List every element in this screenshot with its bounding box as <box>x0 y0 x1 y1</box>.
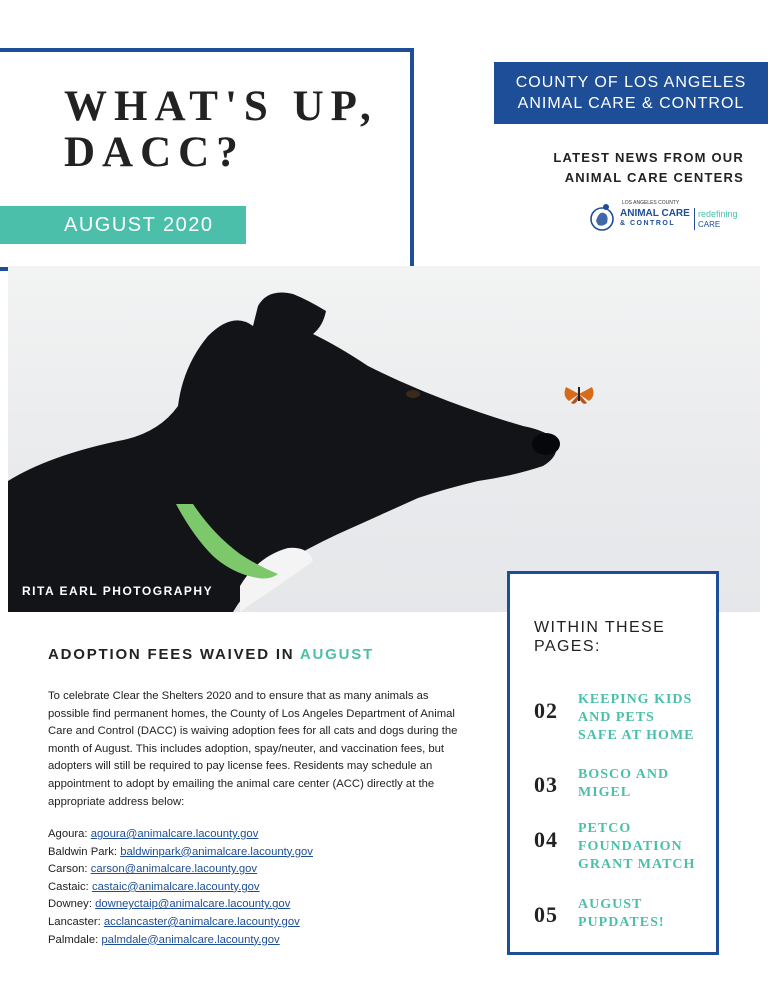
center-name: Downey: <box>48 898 96 911</box>
animal-care-logo-icon <box>589 201 615 233</box>
email-link[interactable]: castaic@animalcare.lacounty.gov <box>91 880 260 893</box>
email-link[interactable]: agoura@animalcare.lacounty.gov <box>90 828 259 840</box>
list-item <box>48 826 313 844</box>
toc-page-number: 05 <box>534 902 558 927</box>
newsletter-title: WHAT'S UP, DACC? <box>64 83 378 176</box>
email-link[interactable]: acclancaster@animalcare.lacounty.gov <box>103 915 300 928</box>
list-item <box>48 844 313 862</box>
toc-page-number: 04 <box>534 827 558 852</box>
article-heading <box>48 646 374 663</box>
logo-subname: & CONTROL <box>620 220 676 227</box>
logo-divider <box>694 208 695 230</box>
logo-tagline-2: CARE <box>698 220 721 229</box>
county-line-1: COUNTY OF LOS ANGELES <box>515 74 747 91</box>
center-name: Palmdale: <box>48 933 102 946</box>
email-link[interactable]: palmdale@animalcare.lacounty.gov <box>101 933 280 946</box>
dog-illustration <box>8 266 760 612</box>
email-link[interactable]: downeyctaip@animalcare.lacounty.gov <box>95 898 291 911</box>
latest-news-tagline <box>553 148 744 188</box>
issue-month-banner: AUGUST 2020 <box>0 206 246 244</box>
list-item <box>48 879 313 897</box>
logo-small-text: LOS ANGELES COUNTY <box>622 200 680 206</box>
center-name: Carson: <box>48 863 91 876</box>
list-item <box>48 861 313 879</box>
toc-page-number: 02 <box>534 698 558 723</box>
toc-item-label: PETCO FOUNDATION GRANT MATCH <box>578 821 696 872</box>
email-list <box>48 826 313 949</box>
article-body: To celebrate Clear the Shelters 2020 and to ensure that as many animals as possible find permanent homes, the County of Los Angeles Department of Animal Care and Control (DACC) is waiving adoption fees for all cats and dogs during the month of August. This includes adoption, spay/neuter, and vaccination fees, but adopters will still be required to pay license fees. Residents may schedule an appointment to adopt by emailing the animal care center (ACC) directly at the appropriate address below: <box>48 690 458 808</box>
logo-tagline-1: redefining <box>698 209 738 219</box>
cover-photo-dog-butterfly <box>8 266 760 612</box>
center-name: Lancaster: <box>48 915 104 928</box>
toc-item-label: KEEPING KIDS AND PETS SAFE AT HOME <box>578 692 695 743</box>
list-item <box>48 914 313 932</box>
county-line-2: ANIMAL CARE & CONTROL <box>517 95 745 112</box>
toc-item-label: BOSCO AND MIGEL <box>578 767 670 800</box>
butterfly-icon <box>565 387 594 404</box>
county-banner <box>494 62 768 124</box>
article-heading-accent: AUGUST <box>299 646 374 663</box>
list-item <box>48 932 313 950</box>
latest-line-2: ANIMAL CARE CENTERS <box>564 170 744 185</box>
logo-name: ANIMAL CARE <box>620 208 690 219</box>
latest-line-1: LATEST NEWS FROM OUR <box>553 150 744 165</box>
list-item <box>48 896 313 914</box>
photo-credit: RITA EARL PHOTOGRAPHY <box>22 584 214 598</box>
email-link[interactable]: baldwinpark@animalcare.lacounty.gov <box>120 845 313 858</box>
table-of-contents <box>507 571 719 955</box>
email-link[interactable]: carson@animalcare.lacounty.gov <box>90 863 258 876</box>
dacc-logo <box>589 199 749 239</box>
center-name: Agoura: <box>48 828 91 840</box>
center-name: Baldwin Park: <box>48 845 121 858</box>
toc-page-number: 03 <box>534 772 558 797</box>
center-name: Castaic: <box>48 880 92 893</box>
toc-item-label: AUGUST PUPDATES! <box>578 897 665 930</box>
article-heading-text: ADOPTION FEES WAIVED IN <box>48 646 300 663</box>
toc-heading: WITHIN THESE PAGES: <box>534 619 666 655</box>
